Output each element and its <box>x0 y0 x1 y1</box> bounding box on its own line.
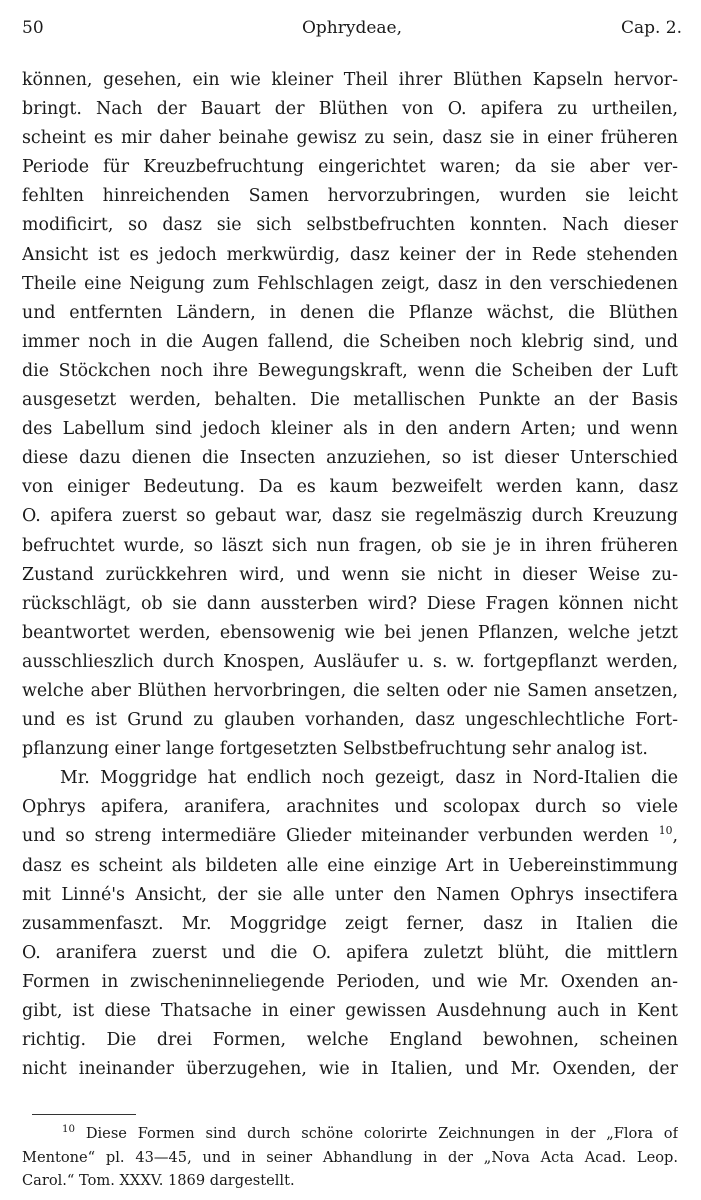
text-line: scheint es mir daher beinahe gewisz zu sein, dasz sie in einer früheren <box>22 128 678 149</box>
running-header <box>22 18 682 44</box>
page-number: 50 <box>22 18 44 38</box>
footnote-reference: 10 <box>658 824 673 838</box>
text-line: pflanzung einer lange fortgesetzten Selbstbefruchtung sehr analog ist. <box>22 739 648 760</box>
text-line: welche aber Blüthen hervorbringen, die selten oder nie Samen ansetzen, <box>22 680 678 701</box>
footnote-line: Mentone“ pl. 43—45, und in seiner Abhandlung in der „Nova Acta Acad. Leop. <box>22 1148 678 1166</box>
footnote-text: Diese Formen sind durch schöne colorirte Zeichnungen in der „Flora of <box>85 1125 678 1142</box>
text-line: und entfernten Ländern, in denen die Pflanze wächst, die Blüthen <box>22 302 678 323</box>
text-line: nicht ineinander überzugehen, wie in Italien, und Mr. Oxenden, der <box>22 1059 678 1080</box>
text-line: richtig. Die drei Formen, welche England bewohnen, scheinen <box>22 1030 678 1051</box>
footnote-line: Carol.“ Tom. XXXV. 1869 dargestellt. <box>22 1172 295 1189</box>
footnotes <box>22 1122 678 1193</box>
text-line: dasz es scheint als bildeten alle eine einzige Art in Uebereinstimmung <box>22 855 678 876</box>
text-line: und es ist Grund zu glauben vorhanden, dasz ungeschlechtliche Fort- <box>22 710 678 731</box>
text-line: diese dazu dienen die Insecten anzuziehen, so ist dieser Unterschied <box>22 448 678 469</box>
text-line: Formen in zwischeninneliegende Perioden, und wie Mr. Oxenden an- <box>22 971 678 992</box>
text-line: Theile eine Neigung zum Fehlschlagen zeigt, dasz in den verschiedenen <box>22 273 678 294</box>
text-line: des Labellum sind jedoch kleiner als in den andern Arten; und wenn <box>22 419 678 440</box>
footnote-number: 10 <box>62 1124 76 1136</box>
text-line: Mr. Moggridge hat endlich noch gezeigt, dasz in Nord-Italien die <box>60 768 678 789</box>
text-line: Ansicht ist es jedoch merkwürdig, dasz keiner der in Rede stehenden <box>22 244 678 265</box>
text-line: beantwortet werden, ebensowenig wie bei jenen Pflanzen, welche jetzt <box>22 622 678 643</box>
footnote-line <box>22 1122 678 1146</box>
text-line: modificirt, so dasz sie sich selbstbefruchten konnten. Nach dieser <box>22 215 678 236</box>
text-line: von einiger Bedeutung. Da es kaum bezweifelt werden kann, dasz <box>22 477 678 498</box>
text-line: O. aranifera zuerst und die O. apifera zuletzt blüht, die mittlern <box>22 942 678 963</box>
text-line: befruchtet wurde, so läszt sich nun fragen, ob sie je in ihren früheren <box>22 535 678 556</box>
text-line: ausschlieszlich durch Knospen, Ausläufer u. s. w. fortgepflanzt werden, <box>22 651 678 672</box>
text-line: zusammenfaszt. Mr. Moggridge zeigt ferner, dasz in Italien die <box>22 913 678 934</box>
text-line: die Stöckchen noch ihre Bewegungskraft, wenn die Scheiben der Luft <box>22 360 678 381</box>
text-line: bringt. Nach der Bauart der Blüthen von O. apifera zu urtheilen, <box>22 99 678 120</box>
text-line: fehlten hinreichenden Samen hervorzubringen, wurden sie leicht <box>22 186 678 207</box>
text-line: und so streng intermediäre Glieder miteinander verbunden werden $^{10}$, <box>22 824 678 847</box>
text-line-content: und so streng intermediäre Glieder miteinander verbunden werden <box>22 826 649 847</box>
text-line: mit Linné's Ansicht, der sie alle unter den Namen Ophrys insectifera <box>22 884 678 905</box>
text-line: rückschlägt, ob sie dann aussterben wird? Diese Fragen können nicht <box>22 593 678 614</box>
text-line: ausgesetzt werden, behalten. Die metallischen Punkte an der Basis <box>22 390 678 411</box>
text-line: immer noch in die Augen fallend, die Scheiben noch klebrig sind, und <box>22 331 678 352</box>
text-line: Zustand zurückkehren wird, und wenn sie nicht in dieser Weise zu- <box>22 564 678 585</box>
text-line: Ophrys apifera, aranifera, arachnites und scolopax durch so viele <box>22 797 678 818</box>
text-line: Periode für Kreuzbefruchtung eingerichtet waren; da sie aber ver- <box>22 157 678 178</box>
text-line: O. apifera zuerst so gebaut war, dasz sie regelmäszig durch Kreuzung <box>22 506 678 527</box>
body-text <box>22 66 678 1084</box>
footnote-divider <box>32 1114 136 1115</box>
chapter-label: Cap. 2. <box>620 18 682 38</box>
text-line: können, gesehen, ein wie kleiner Theil ihrer Blüthen Kapseln hervor- <box>22 70 678 90</box>
running-title: Ophrydeae, <box>301 18 403 38</box>
text-line: gibt, ist diese Thatsache in einer gewissen Ausdehnung auch in Kent <box>22 1001 678 1021</box>
